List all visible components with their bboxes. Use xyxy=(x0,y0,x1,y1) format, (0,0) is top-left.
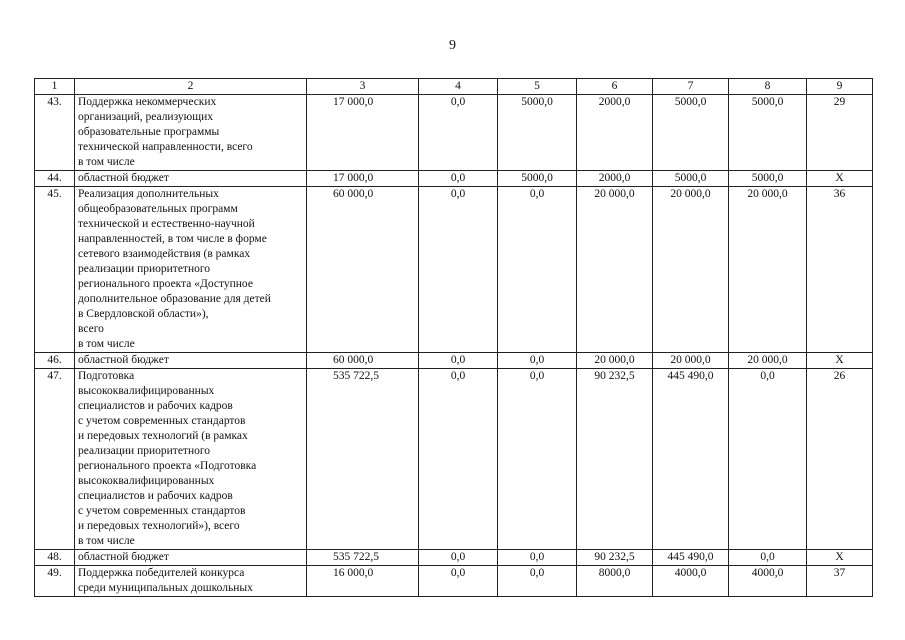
cell-value: 5000,0 xyxy=(653,95,729,171)
cell-value: 5000,0 xyxy=(729,171,807,187)
table-row xyxy=(35,550,873,566)
cell-total: 16 000,0 xyxy=(307,566,419,597)
cell-value: 90 232,5 xyxy=(577,550,653,566)
table-row xyxy=(35,353,873,369)
cell-value: 0,0 xyxy=(498,187,577,353)
column-header: 9 xyxy=(807,79,873,95)
cell-reference: 29 xyxy=(807,95,873,171)
cell-reference: X xyxy=(807,171,873,187)
cell-total: 60 000,0 xyxy=(307,353,419,369)
table-row xyxy=(35,566,873,597)
row-name: Подготовка высококвалифицированных специалистов и рабочих кадров с учетом современных стандартов и передовых технологий (в рамках реализации приоритетного регионального проекта «Подготовка высококвалифицированных специалистов и рабочих кадров с учетом современных стандартов и передовых технологий»), всего в том числе xyxy=(75,369,307,550)
cell-value: 0,0 xyxy=(419,187,498,353)
cell-value: 20 000,0 xyxy=(653,187,729,353)
cell-reference: 26 xyxy=(807,369,873,550)
cell-value: 4000,0 xyxy=(653,566,729,597)
column-header: 8 xyxy=(729,79,807,95)
row-number: 47. xyxy=(35,369,75,550)
cell-total: 17 000,0 xyxy=(307,95,419,171)
cell-reference: X xyxy=(807,550,873,566)
cell-value: 20 000,0 xyxy=(729,353,807,369)
cell-value: 0,0 xyxy=(729,550,807,566)
row-name: Поддержка победителей конкурса среди муниципальных дошкольных xyxy=(75,566,307,597)
cell-value: 0,0 xyxy=(419,353,498,369)
table-row xyxy=(35,95,873,171)
row-name: областной бюджет xyxy=(75,353,307,369)
cell-value: 445 490,0 xyxy=(653,369,729,550)
cell-value: 5000,0 xyxy=(498,171,577,187)
table-row xyxy=(35,187,873,353)
table-row xyxy=(35,171,873,187)
table-row xyxy=(35,369,873,550)
page-number: 9 xyxy=(449,38,456,53)
column-header: 5 xyxy=(498,79,577,95)
cell-reference: 37 xyxy=(807,566,873,597)
cell-value: 0,0 xyxy=(419,171,498,187)
cell-total: 535 722,5 xyxy=(307,369,419,550)
cell-value: 445 490,0 xyxy=(653,550,729,566)
cell-value: 0,0 xyxy=(419,95,498,171)
cell-value: 0,0 xyxy=(419,369,498,550)
row-number: 43. xyxy=(35,95,75,171)
row-number: 49. xyxy=(35,566,75,597)
cell-value: 5000,0 xyxy=(653,171,729,187)
cell-value: 0,0 xyxy=(729,369,807,550)
row-number: 48. xyxy=(35,550,75,566)
cell-value: 0,0 xyxy=(498,369,577,550)
cell-value: 20 000,0 xyxy=(577,187,653,353)
column-header: 6 xyxy=(577,79,653,95)
cell-value: 5000,0 xyxy=(498,95,577,171)
cell-value: 0,0 xyxy=(498,353,577,369)
cell-total: 17 000,0 xyxy=(307,171,419,187)
cell-value: 5000,0 xyxy=(729,95,807,171)
column-header: 4 xyxy=(419,79,498,95)
cell-value: 0,0 xyxy=(498,566,577,597)
cell-value: 20 000,0 xyxy=(577,353,653,369)
budget-table xyxy=(34,78,873,597)
row-name: областной бюджет xyxy=(75,171,307,187)
row-number: 46. xyxy=(35,353,75,369)
column-header: 2 xyxy=(75,79,307,95)
row-name: Реализация дополнительных общеобразовательных программ технической и естественно-научной направленностей, в том числе в форме сетевого взаимодействия (в рамках реализации приоритетного регионального проекта «Доступное дополнительное образование для детей в Свердловской области»), всего в том числе xyxy=(75,187,307,353)
row-number: 44. xyxy=(35,171,75,187)
cell-total: 60 000,0 xyxy=(307,187,419,353)
column-header: 3 xyxy=(307,79,419,95)
cell-value: 4000,0 xyxy=(729,566,807,597)
cell-value: 90 232,5 xyxy=(577,369,653,550)
cell-total: 535 722,5 xyxy=(307,550,419,566)
cell-value: 0,0 xyxy=(498,550,577,566)
cell-value: 8000,0 xyxy=(577,566,653,597)
cell-value: 0,0 xyxy=(419,550,498,566)
column-header: 7 xyxy=(653,79,729,95)
cell-value: 2000,0 xyxy=(577,171,653,187)
row-number: 45. xyxy=(35,187,75,353)
cell-reference: 36 xyxy=(807,187,873,353)
cell-value: 0,0 xyxy=(419,566,498,597)
column-header: 1 xyxy=(35,79,75,95)
cell-value: 20 000,0 xyxy=(653,353,729,369)
cell-reference: X xyxy=(807,353,873,369)
cell-value: 20 000,0 xyxy=(729,187,807,353)
cell-value: 2000,0 xyxy=(577,95,653,171)
table-header-row xyxy=(35,79,873,95)
row-name: Поддержка некоммерческих организаций, реализующих образовательные программы технической направленности, всего в том числе xyxy=(75,95,307,171)
row-name: областной бюджет xyxy=(75,550,307,566)
